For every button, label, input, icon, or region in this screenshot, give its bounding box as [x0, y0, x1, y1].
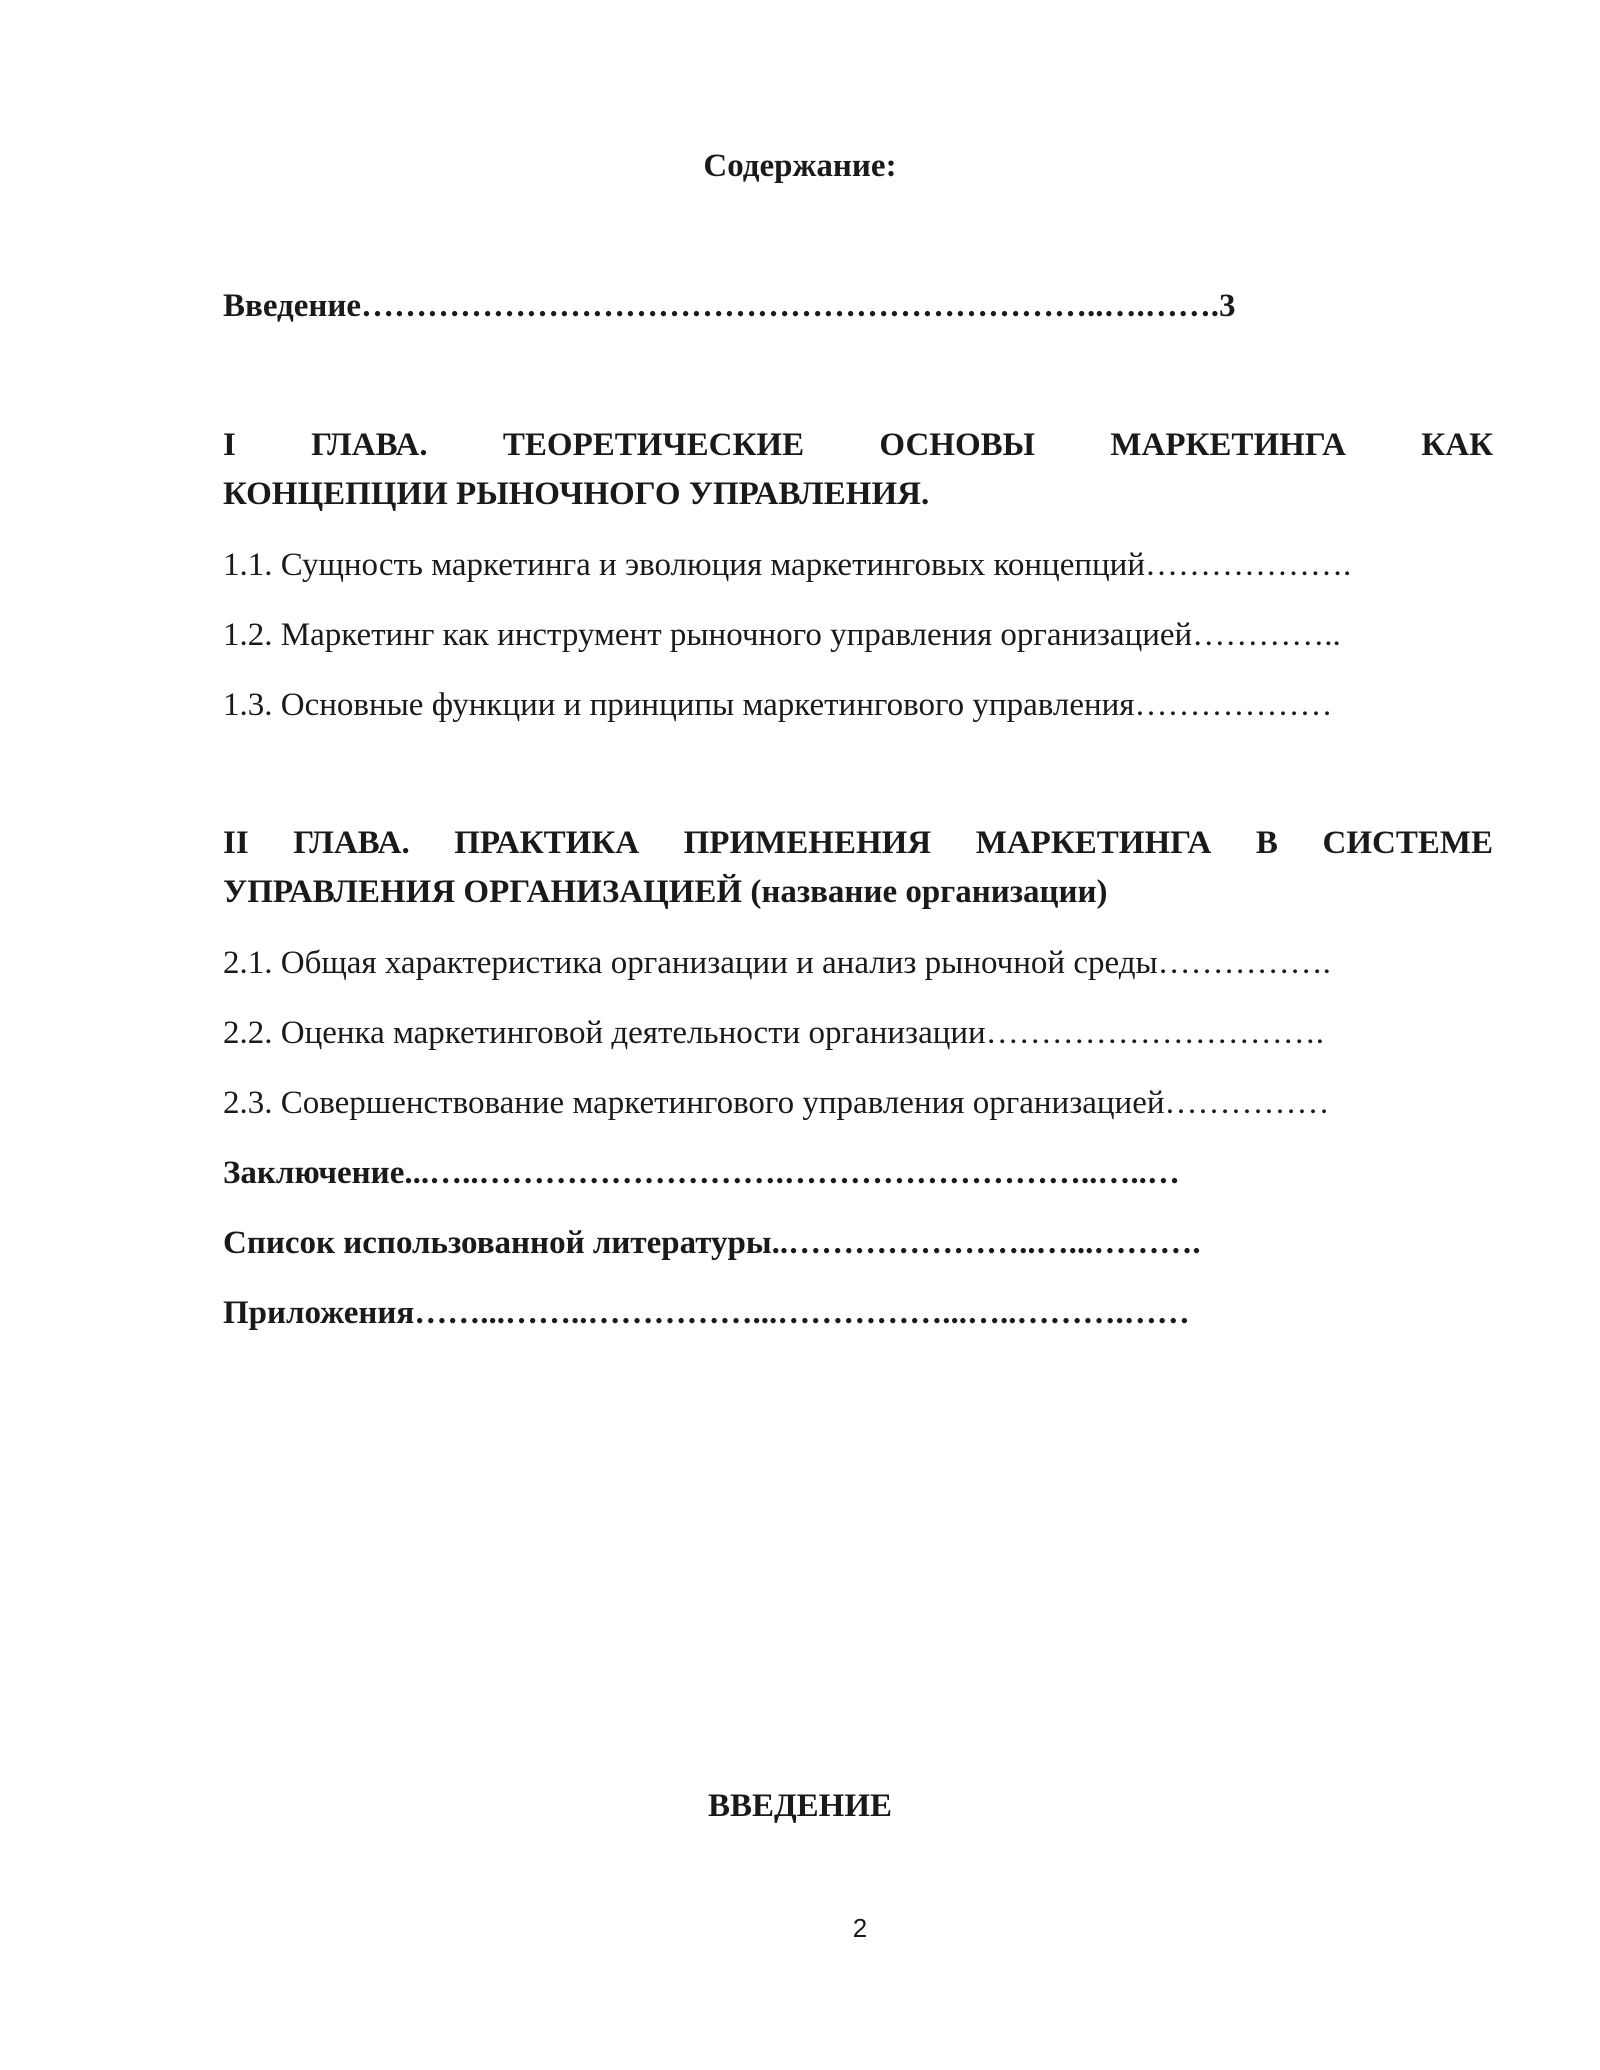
toc-entry-1-2: 1.2. Маркетинг как инструмент рыночного управления организацией…………..	[223, 617, 1341, 653]
toc-entry-introduction: Введение…………………………………………………………..….…….3	[223, 288, 1236, 324]
chapter-2-heading-line-1: II ГЛАВА. ПРАКТИКА ПРИМЕНЕНИЯ МАРКЕТИНГА В СИСТЕМЕ	[223, 825, 1493, 861]
toc-entry-appendix: Приложения……...……..……………...……………...…..……….……	[223, 1295, 1190, 1331]
toc-entry-references: Список использованной литературы..…………………..…...……….	[223, 1225, 1201, 1261]
chapter-1-heading	[223, 421, 1493, 519]
introduction-heading: ВВЕДЕНИЕ	[707, 1788, 893, 1824]
chapter-1-heading-line-1: I ГЛАВА. ТЕОРЕТИЧЕСКИЕ ОСНОВЫ МАРКЕТИНГА КАК	[223, 427, 1493, 463]
toc-entry-1-3: 1.3. Основные функции и принципы маркетингового управления………………	[223, 687, 1333, 723]
toc-entry-2-1: 2.1. Общая характеристика организации и анализ рыночной среды…………….	[223, 945, 1331, 981]
toc-entry-2-3: 2.3. Совершенствование маркетингового управления организацией……………	[223, 1085, 1330, 1121]
page-number: 2	[852, 1913, 868, 1943]
chapter-2-heading	[223, 819, 1493, 917]
chapter-2-heading-line-2: УПРАВЛЕНИЯ ОРГАНИЗАЦИЕЙ (название организации)	[223, 874, 1108, 910]
toc-entry-2-2: 2.2. Оценка маркетинговой деятельности организации………………………….	[223, 1015, 1324, 1051]
toc-title: Содержание:	[703, 148, 897, 184]
toc-entry-conclusion: Заключение...…..……………………….………………………..…..…	[223, 1155, 1180, 1191]
chapter-1-heading-line-2: КОНЦЕПЦИИ РЫНОЧНОГО УПРАВЛЕНИЯ.	[223, 476, 930, 512]
toc-entry-1-1: 1.1. Сущность маркетинга и эволюция маркетинговых концепций……………….	[223, 547, 1352, 583]
